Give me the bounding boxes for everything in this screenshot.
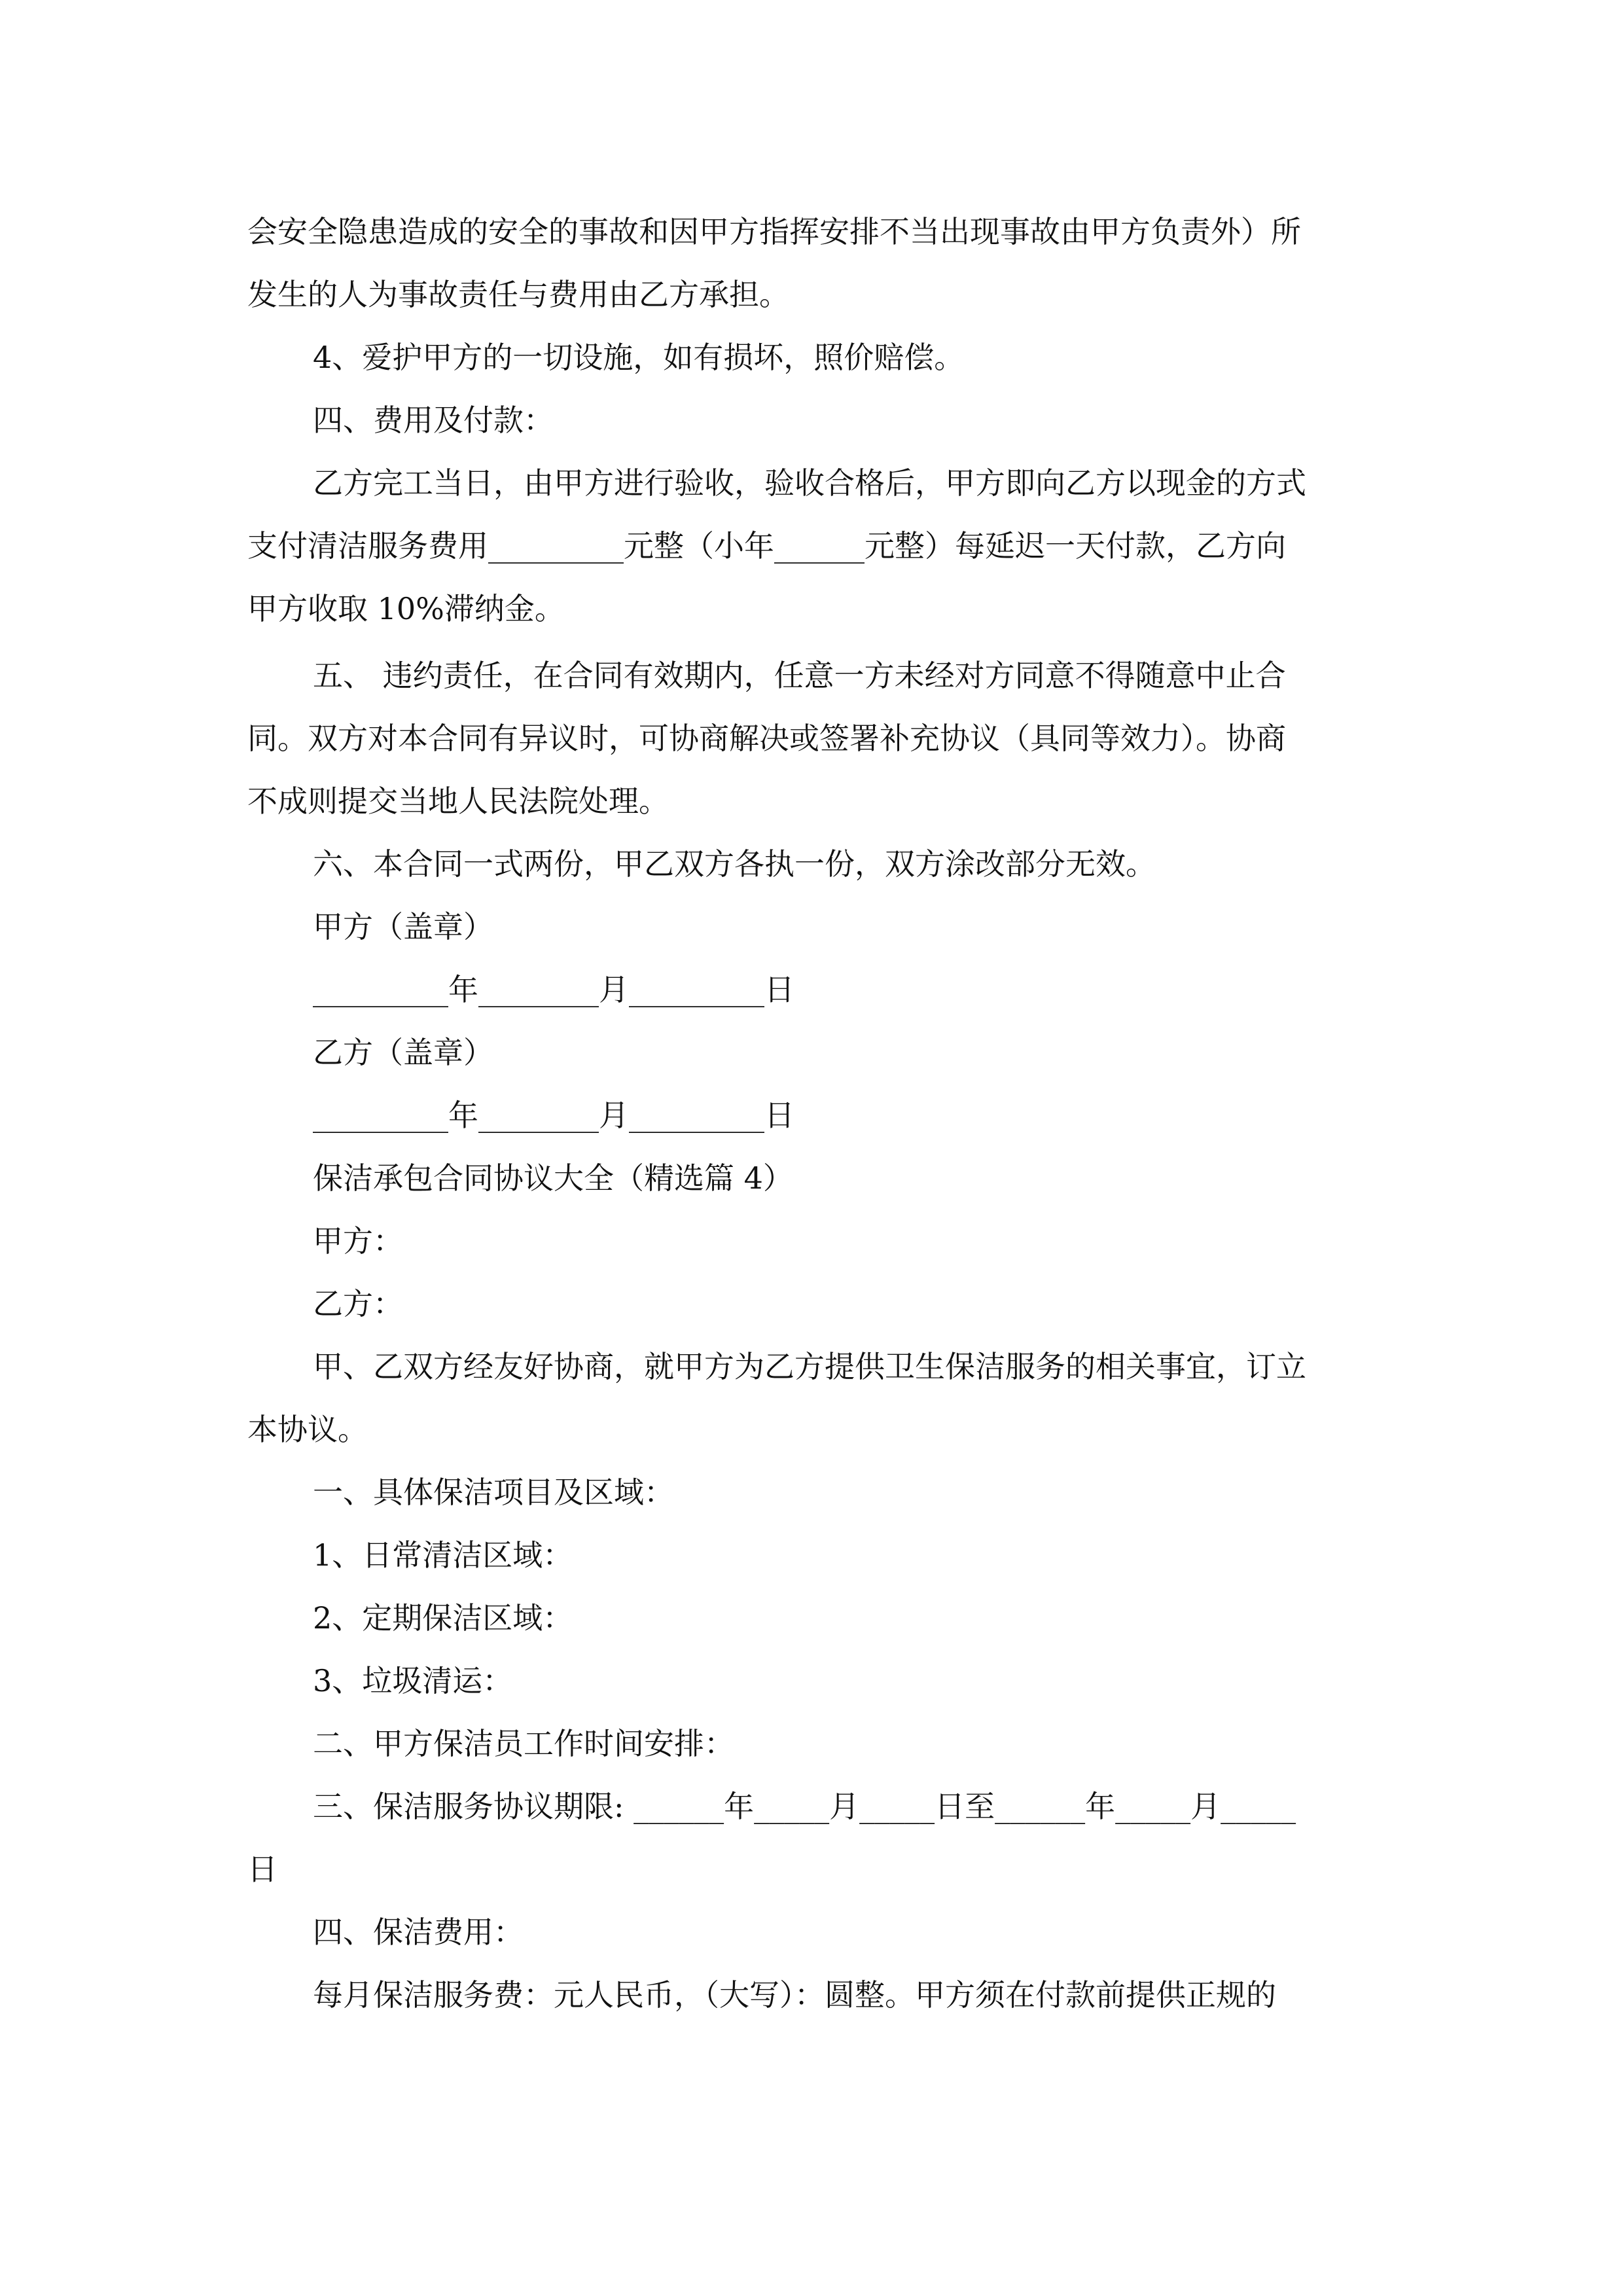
- party-b-seal-label: 乙方（盖章）: [313, 1035, 493, 1070]
- paragraph-line: 日: [247, 1852, 277, 1887]
- paragraph-line: 发生的人为事故责任与费用由乙方承担。: [247, 277, 789, 312]
- party-b-label: 乙方：: [313, 1286, 403, 1321]
- section-heading: 四、保洁费用：: [313, 1914, 524, 1950]
- party-a-seal-label: 甲方（盖章）: [313, 909, 493, 944]
- section-heading: 二、甲方保洁员工作时间安排：: [313, 1726, 734, 1761]
- list-item: 3、垃圾清运：: [313, 1663, 513, 1698]
- paragraph-line: 五、 违约责任，在合同有效期内，任意一方未经对方同意不得随意中止合: [313, 658, 1286, 693]
- section-heading: 三、保洁服务协议期限: ______年_____月_____日至______年_____月_____: [313, 1789, 1296, 1824]
- contract-title: 保洁承包合同协议大全（精选篇 4）: [313, 1160, 793, 1196]
- paragraph-line: 甲、乙双方经友好协商，就甲方为乙方提供卫生保洁服务的相关事宜，订立: [313, 1349, 1306, 1384]
- paragraph-line: 不成则提交当地人民法院处理。: [247, 783, 669, 819]
- date-line: _________年________月_________日: [313, 972, 794, 1007]
- list-item: 1、日常清洁区域：: [313, 1537, 573, 1573]
- section-heading: 四、费用及付款：: [313, 403, 554, 438]
- party-a-label: 甲方：: [313, 1223, 403, 1259]
- section-heading: 一、具体保洁项目及区域：: [313, 1475, 674, 1510]
- paragraph-line: 4、爱护甲方的一切设施，如有损坏，照价赔偿。: [313, 340, 965, 375]
- paragraph-line: 每月保洁服务费：元人民币，（大写）：圆整。甲方须在付款前提供正规的: [313, 1977, 1276, 2013]
- paragraph-line: 会安全隐患造成的安全的事故和因甲方指挥安排不当出现事故由甲方负责外）所: [247, 214, 1301, 249]
- paragraph-line: 乙方完工当日，由甲方进行验收，验收合格后，甲方即向乙方以现金的方式: [313, 465, 1306, 501]
- list-item: 2、定期保洁区域：: [313, 1600, 573, 1636]
- paragraph-line: 本协议。: [247, 1412, 368, 1447]
- paragraph-line: 六、本合同一式两份，甲乙双方各执一份，双方涂改部分无效。: [313, 846, 1156, 882]
- paragraph-line: 支付清洁服务费用_________元整（小年______元整）每延迟一天付款，乙方向: [247, 528, 1286, 564]
- paragraph-line: 甲方收取 10%滞纳金。: [247, 591, 565, 626]
- paragraph-line: 同。双方对本合同有异议时，可协商解决或签署补充协议（具同等效力）。协商: [247, 721, 1286, 756]
- date-line: _________年________月_________日: [313, 1098, 794, 1133]
